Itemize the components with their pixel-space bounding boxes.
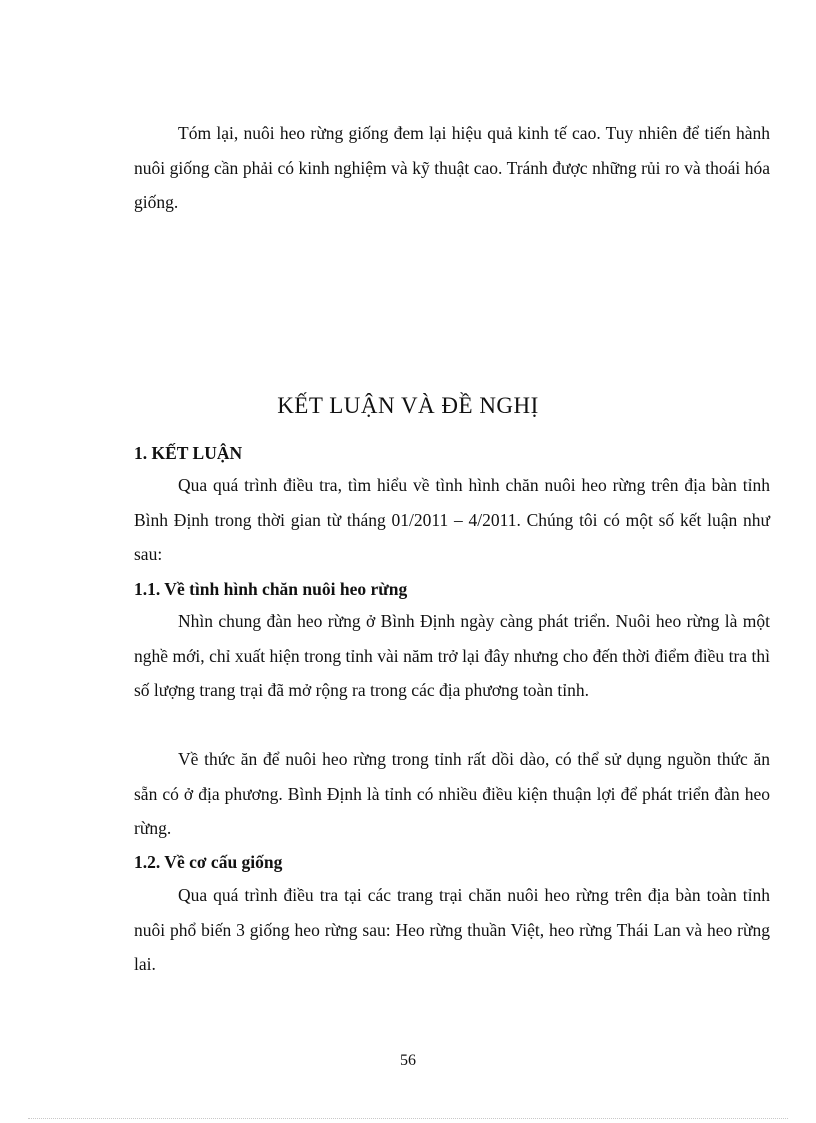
section-1-heading: 1. KẾT LUẬN	[134, 443, 243, 463]
section-1-2-paragraph: Qua quá trình điều tra tại các trang trại chăn nuôi heo rừng trên địa bàn toàn tỉnh nuôi phổ biến 3 giống heo rừng sau: Heo rừng thuần Việt, heo rừng Thái Lan và heo rừng lai.	[134, 885, 770, 974]
chapter-title: KẾT LUẬN VÀ ĐỀ NGHỊ	[277, 393, 539, 418]
page-number: 56	[400, 1052, 416, 1069]
section-1-1-paragraph-2: Về thức ăn để nuôi heo rừng trong tỉnh rất dồi dào, có thể sử dụng nguồn thức ăn sẵn có ở địa phương. Bình Định là tỉnh có nhiều điều kiện thuận lợi để phát triển đàn heo rừng.	[134, 749, 770, 838]
intro-paragraph: Tóm lại, nuôi heo rừng giống đem lại hiệu quả kinh tế cao. Tuy nhiên để tiến hành nuôi giống cần phải có kinh nghiệm và kỹ thuật cao. Tránh được những rủi ro và thoái hóa giống.	[134, 123, 770, 212]
section-1-2-heading: 1.2. Về cơ cấu giống	[134, 852, 283, 872]
footer-divider	[28, 1118, 788, 1119]
section-1-1-paragraph-1: Nhìn chung đàn heo rừng ở Bình Định ngày càng phát triển. Nuôi heo rừng là một nghề mới, chỉ xuất hiện trong tỉnh vài năm trở lại đây nhưng cho đến thời điểm điều tra thì số lượng trang trại đã mở rộng ra trong các địa phương toàn tỉnh.	[134, 611, 770, 700]
section-1-paragraph: Qua quá trình điều tra, tìm hiểu về tình hình chăn nuôi heo rừng trên địa bàn tỉnh Bình Định trong thời gian từ tháng 01/2011 – 4/2011. Chúng tôi có một số kết luận như sau:	[134, 475, 770, 564]
section-1-1-heading: 1.1. Về tình hình chăn nuôi heo rừng	[134, 579, 408, 599]
